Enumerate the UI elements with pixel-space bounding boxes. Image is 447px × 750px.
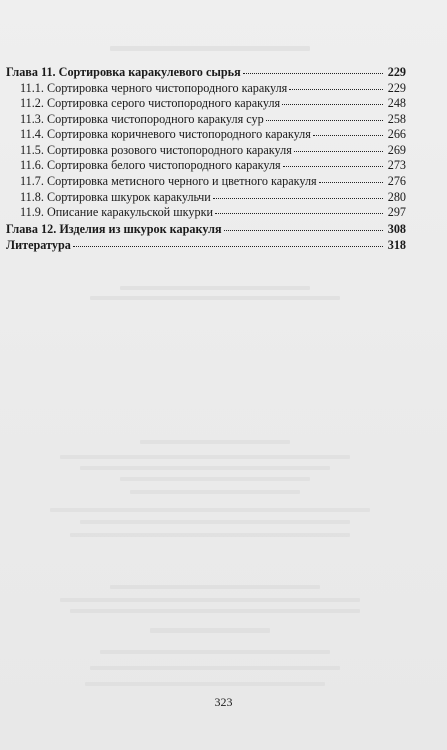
toc-section-row[interactable]: [6, 205, 406, 221]
toc-section-row[interactable]: [6, 143, 406, 159]
show-through-mark: [120, 477, 310, 481]
show-through-mark: [120, 286, 310, 290]
toc-chapter-row[interactable]: [6, 237, 406, 254]
toc-entry-title: 11.5. Сортировка розового чистопородного каракуля: [20, 142, 292, 157]
toc-entry-page: 308: [387, 221, 406, 236]
toc-entry-page: 297: [387, 205, 406, 220]
dot-leader: [283, 166, 383, 167]
show-through-mark: [70, 609, 360, 613]
toc-section-row[interactable]: [6, 81, 406, 97]
dot-leader: [282, 104, 383, 105]
show-through-mark: [60, 455, 350, 459]
show-through-mark: [80, 466, 330, 470]
show-through-mark: [50, 508, 370, 512]
dot-leader: [224, 230, 383, 231]
show-through-mark: [140, 440, 290, 444]
toc-section-row[interactable]: [6, 190, 406, 206]
show-through-mark: [60, 598, 360, 602]
show-through-mark: [90, 666, 340, 670]
toc-entry-title: Глава 11. Сортировка каракулевого сырья: [6, 65, 241, 79]
show-through-mark: [110, 46, 310, 51]
show-through-mark: [70, 533, 350, 537]
dot-leader: [294, 151, 383, 152]
show-through-mark: [130, 490, 300, 494]
toc-entry-page: 229: [387, 80, 406, 95]
toc-entry-page: 280: [387, 189, 406, 204]
dot-leader: [313, 135, 383, 136]
toc-entry-title: 11.9. Описание каракульской шкурки: [20, 205, 214, 220]
toc-entry-page: 248: [387, 96, 406, 111]
dot-leader: [215, 213, 383, 214]
show-through-mark: [85, 682, 325, 686]
toc-section-row[interactable]: [6, 127, 406, 143]
show-through-mark: [80, 520, 350, 524]
toc-section-row[interactable]: [6, 174, 406, 190]
toc-entry-title: 11.4. Сортировка коричневого чистопородного каракуля: [20, 127, 311, 142]
dot-leader: [243, 73, 383, 74]
toc-chapter-row[interactable]: [6, 64, 406, 81]
toc-entry-title: 11.1. Сортировка черного чистопородного каракуля: [20, 80, 288, 95]
dot-leader: [266, 120, 383, 121]
toc-entry-page: 276: [387, 174, 406, 189]
dot-leader: [213, 198, 383, 199]
toc-entry-page: 269: [387, 142, 406, 157]
toc-section-row[interactable]: [6, 112, 406, 128]
toc-entry-title: 11.2. Сортировка серого чистопородного каракуля: [20, 96, 281, 111]
toc-entry-title: 11.7. Сортировка метисного черного и цветного каракуля: [20, 174, 317, 189]
show-through-mark: [110, 585, 320, 589]
toc-section-row[interactable]: [6, 96, 406, 112]
toc-entry-title: 11.8. Сортировка шкурок каракульчи: [20, 189, 211, 204]
toc-entry-page: 318: [387, 238, 406, 253]
toc-entry-title: 11.6. Сортировка белого чистопородного каракуля: [20, 158, 281, 173]
toc-entry-page: 273: [387, 158, 406, 173]
toc-entry-page: 258: [387, 111, 406, 126]
toc-entry-title: Глава 12. Изделия из шкурок каракуля: [6, 221, 222, 236]
dot-leader: [73, 246, 383, 247]
dot-leader: [319, 182, 383, 183]
show-through-mark: [100, 650, 330, 654]
dot-leader: [289, 89, 383, 90]
toc-chapter-row[interactable]: [6, 221, 406, 238]
toc-entry-page: 229: [387, 65, 406, 79]
page-number: 323: [214, 695, 233, 709]
table-of-contents: [6, 64, 406, 254]
show-through-mark: [150, 628, 270, 633]
toc-entry-title: Литература: [6, 238, 71, 253]
toc-section-row[interactable]: [6, 158, 406, 174]
show-through-mark: [90, 296, 340, 300]
toc-entry-title: 11.3. Сортировка чистопородного каракуля сур: [20, 111, 264, 126]
toc-entry-page: 266: [387, 127, 406, 142]
